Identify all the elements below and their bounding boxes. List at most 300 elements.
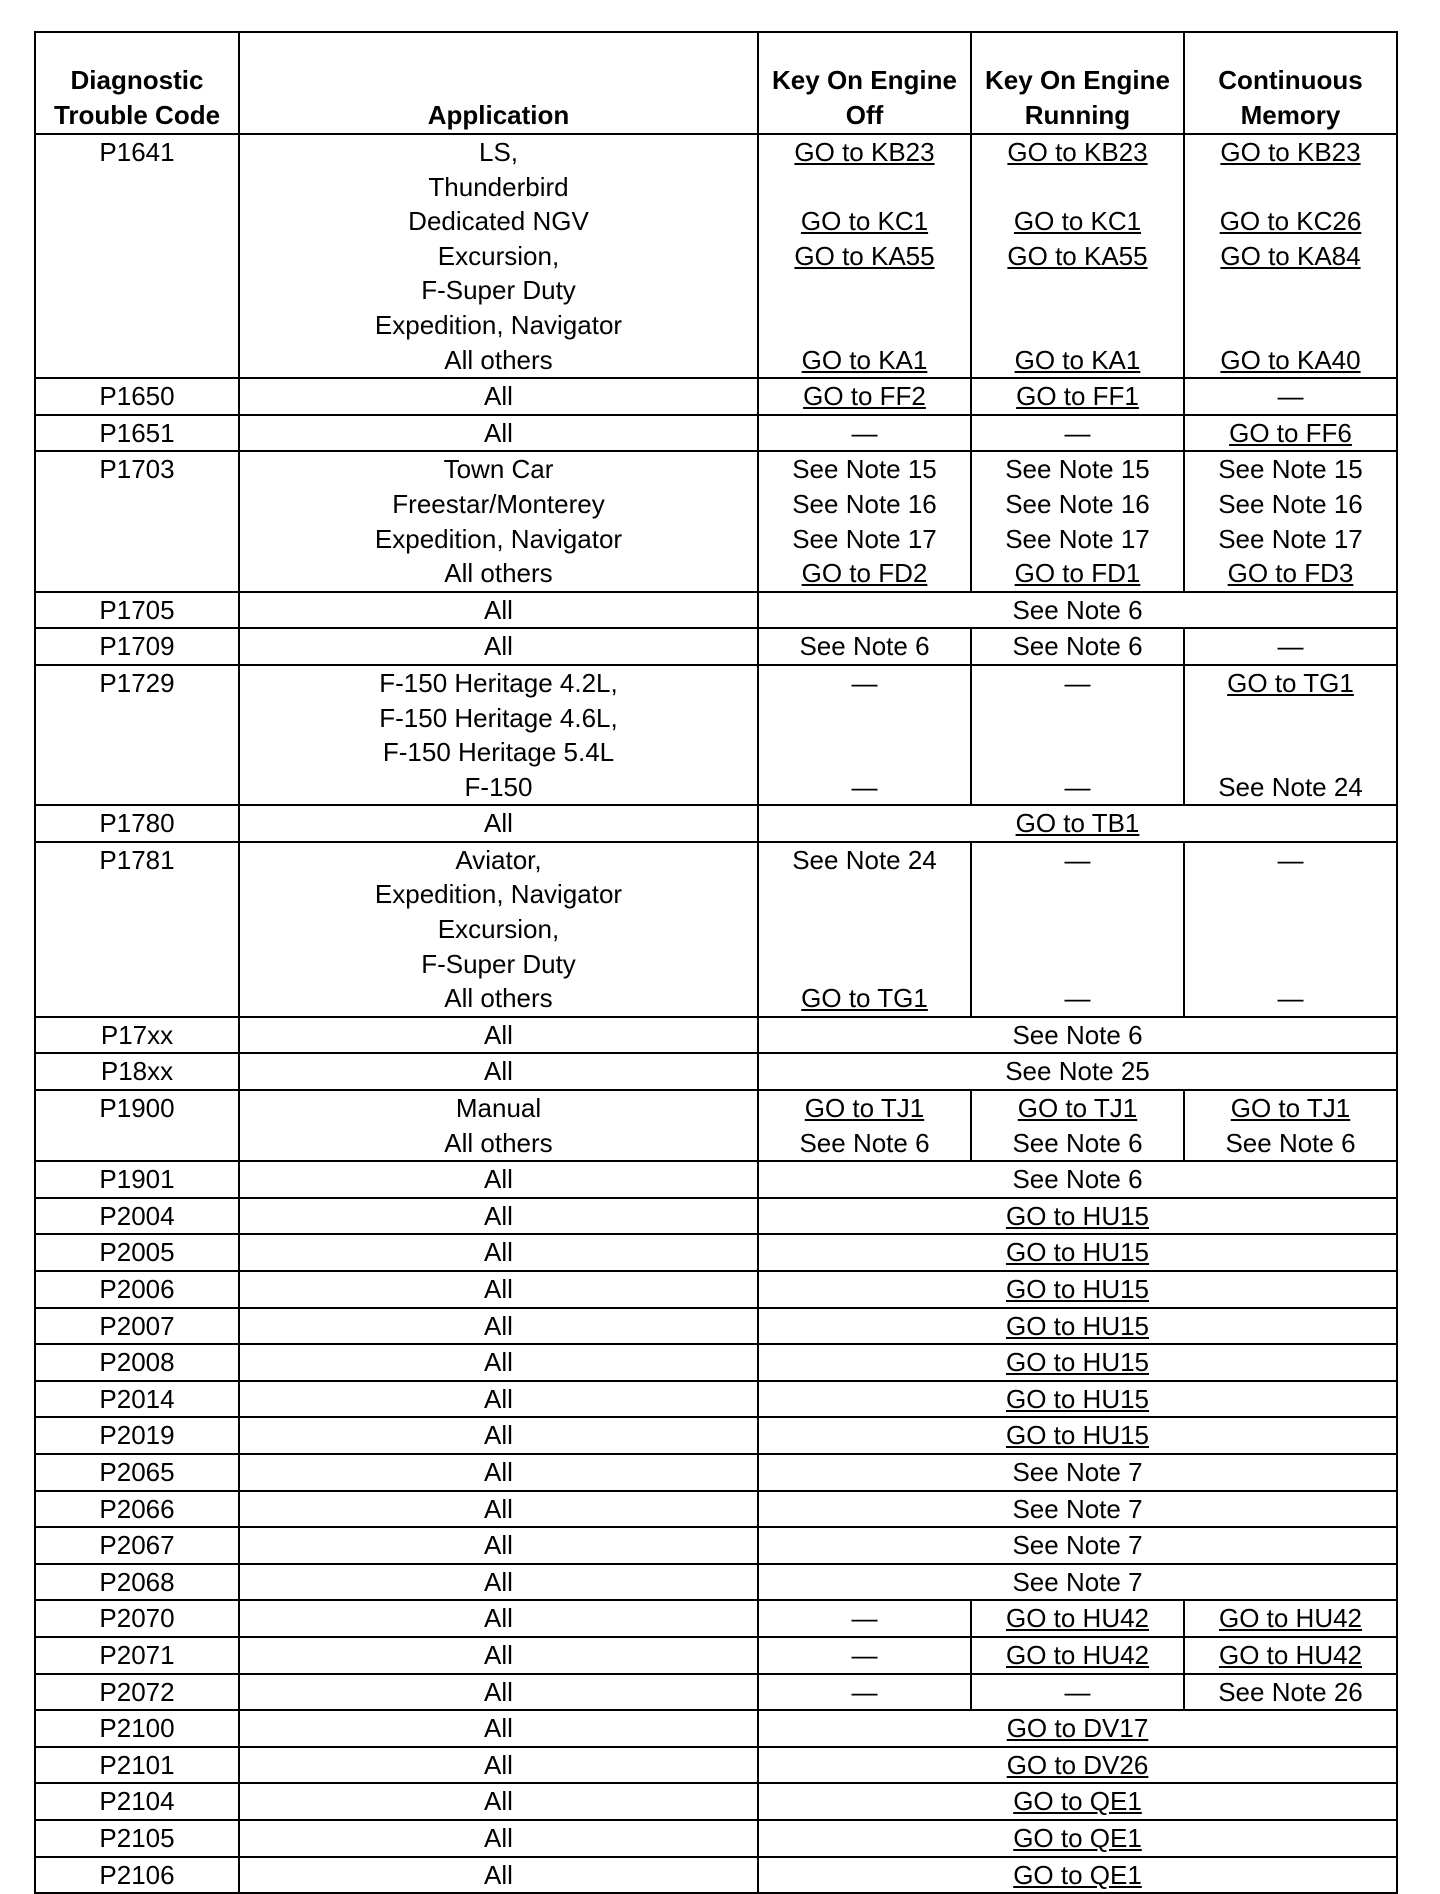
application-cell-line: Town Car (443, 454, 554, 485)
dtc-cell (35, 1381, 239, 1418)
koer-cell (971, 842, 1184, 1017)
dtc-code: P1901 (99, 1164, 175, 1195)
cm-cell-line: — (1277, 844, 1304, 875)
table-row (35, 665, 1397, 805)
koeo-cell-line[interactable]: GO to FD2 (801, 558, 928, 589)
action-cell-line[interactable]: GO to DV26 (1006, 1749, 1149, 1780)
application-cell-line: All (484, 1639, 513, 1670)
application-cell-line: Aviator, (455, 844, 542, 875)
cm-cell (1184, 378, 1397, 415)
cm-cell-line[interactable]: GO to TJ1 (1230, 1093, 1351, 1124)
cm-cell-line[interactable]: GO to HU42 (1218, 1603, 1363, 1634)
koeo-cell (758, 1090, 971, 1161)
application-cell-line: All (484, 1383, 513, 1414)
application-cell-line: F-150 Heritage 4.6L, (379, 702, 618, 733)
koeo-cell-line (759, 947, 970, 982)
application-cell-line: All (484, 1164, 513, 1195)
action-cell (758, 1271, 1397, 1308)
action-cell-line[interactable]: GO to TB1 (1015, 808, 1140, 839)
application-cell-line: All (484, 1310, 513, 1341)
koeo-cell-line: — (851, 1639, 878, 1670)
koeo-cell-line: See Note 24 (792, 844, 937, 875)
koer-cell-line: See Note 17 (1005, 523, 1150, 554)
table-row (35, 1747, 1397, 1784)
dtc-code: P1651 (99, 417, 175, 448)
application-cell-line: F-Super Duty (421, 275, 576, 306)
application-cell-line: Freestar/Monterey (392, 488, 605, 519)
application-cell-line: F-150 Heritage 5.4L (382, 737, 615, 768)
koeo-cell (758, 842, 971, 1017)
koer-cell-line[interactable]: GO to FF1 (1016, 381, 1139, 412)
dtc-cell (35, 805, 239, 842)
table-row (35, 1710, 1397, 1747)
koeo-cell (758, 1674, 971, 1711)
koer-cell-line[interactable]: GO to KA55 (1007, 240, 1148, 271)
table-header (35, 32, 1397, 134)
action-cell (758, 1747, 1397, 1784)
dtc-code: P2070 (99, 1603, 175, 1634)
koeo-cell-line (759, 308, 970, 343)
application-cell-line: All (484, 417, 513, 448)
application-cell (239, 1820, 758, 1857)
action-cell-line[interactable]: GO to QE1 (1013, 1859, 1142, 1890)
koeo-cell-line: See Note 16 (792, 488, 937, 519)
koer-cell-line[interactable]: GO to HU42 (1005, 1603, 1150, 1634)
table-row (35, 1344, 1397, 1381)
dtc-cell (35, 1308, 239, 1345)
dtc-cell (35, 1674, 239, 1711)
koer-cell-line (972, 701, 1183, 736)
koeo-cell (758, 134, 971, 378)
koeo-cell-line (759, 735, 970, 770)
table-row (35, 1161, 1397, 1198)
cm-cell-line[interactable]: GO to KA84 (1220, 240, 1361, 271)
application-cell-line: Excursion, (437, 240, 560, 271)
cm-cell-line: See Note 15 (1218, 454, 1363, 485)
cm-cell-line (1185, 701, 1396, 736)
header-dtc-line2: Trouble Code (53, 100, 221, 130)
application-cell-line: Expedition, Navigator (374, 309, 623, 340)
cm-cell-line: — (1277, 983, 1304, 1014)
koeo-cell (758, 378, 971, 415)
koer-cell (971, 451, 1184, 591)
action-cell (758, 1417, 1397, 1454)
action-cell (758, 805, 1397, 842)
application-cell-line: All others (444, 558, 553, 589)
header-application-line1: Application (427, 100, 570, 130)
application-cell-line: All (484, 1859, 513, 1890)
dtc-cell (35, 451, 239, 591)
application-cell-line: All (484, 1019, 513, 1050)
table-row (35, 842, 1397, 1017)
application-cell-line: Dedicated NGV (408, 206, 589, 237)
koeo-cell-line: — (851, 1603, 878, 1634)
table-row (35, 1491, 1397, 1528)
dtc-cell (35, 1637, 239, 1674)
koer-cell-line[interactable]: GO to KC1 (1013, 206, 1142, 237)
cm-cell-line[interactable]: GO to KB23 (1220, 137, 1361, 167)
cm-cell (1184, 415, 1397, 452)
action-cell (758, 1017, 1397, 1054)
koer-cell-line: — (1064, 417, 1091, 448)
application-cell (239, 415, 758, 452)
application-cell (239, 1710, 758, 1747)
dtc-cell (35, 1017, 239, 1054)
application-cell (239, 378, 758, 415)
dtc-cell (35, 415, 239, 452)
koeo-cell-line: — (851, 1676, 878, 1707)
koeo-cell-line[interactable]: GO to KA55 (794, 240, 935, 271)
table-row (35, 1820, 1397, 1857)
application-cell (239, 665, 758, 805)
header-koer-line2: Running (1024, 100, 1131, 130)
cm-cell-line: See Note 17 (1218, 523, 1363, 554)
application-cell-line: All (484, 1420, 513, 1451)
application-cell (239, 1857, 758, 1894)
dtc-code: P2100 (99, 1713, 175, 1744)
cm-cell-line[interactable]: GO to KA40 (1220, 344, 1361, 375)
koer-cell (971, 1600, 1184, 1637)
koer-cell-line: See Note 6 (1012, 631, 1143, 662)
dtc-code: P2106 (99, 1859, 175, 1890)
koeo-cell-line[interactable]: GO to KB23 (794, 137, 935, 167)
table-row (35, 1417, 1397, 1454)
application-cell-line: All (484, 1456, 513, 1487)
action-cell (758, 1234, 1397, 1271)
application-cell (239, 1053, 758, 1090)
action-cell (758, 1161, 1397, 1198)
cm-cell-line: — (1277, 381, 1304, 412)
dtc-code: P2007 (99, 1310, 175, 1341)
dtc-cell (35, 592, 239, 629)
dtc-cell (35, 378, 239, 415)
cm-cell-line[interactable]: GO to TG1 (1227, 667, 1354, 698)
application-cell-line: Manual (455, 1093, 542, 1124)
cm-cell (1184, 1674, 1397, 1711)
cm-cell-line[interactable]: GO to HU42 (1218, 1639, 1363, 1670)
application-cell (239, 805, 758, 842)
dtc-cell (35, 1344, 239, 1381)
dtc-code: P2019 (99, 1420, 175, 1451)
dtc-code: P2068 (99, 1566, 175, 1597)
cm-cell-line (1185, 912, 1396, 947)
dtc-code: P1705 (99, 594, 175, 625)
table-row (35, 1527, 1397, 1564)
application-cell (239, 1308, 758, 1345)
table-row (35, 628, 1397, 665)
application-cell-line: All others (444, 1127, 553, 1158)
cm-cell-line (1185, 170, 1396, 205)
action-cell (758, 1783, 1397, 1820)
application-cell (239, 592, 758, 629)
dtc-code: P1900 (99, 1093, 175, 1124)
table-row (35, 1053, 1397, 1090)
application-cell-line: All (484, 381, 513, 412)
table-row (35, 378, 1397, 415)
application-cell-line: Excursion, (437, 914, 560, 945)
action-cell (758, 1857, 1397, 1894)
dtc-cell (35, 628, 239, 665)
application-cell-line: All (484, 1822, 513, 1853)
application-cell-line: All (484, 1347, 513, 1378)
application-cell-line: Expedition, Navigator (374, 523, 623, 554)
action-cell-line[interactable]: GO to HU15 (1005, 1200, 1150, 1231)
dtc-code: P1641 (99, 137, 175, 167)
cm-cell (1184, 1090, 1397, 1161)
koeo-cell-line: See Note 6 (799, 1127, 930, 1158)
koer-cell (971, 665, 1184, 805)
koer-cell-line[interactable]: GO to KB23 (1007, 137, 1148, 167)
header-koeo-line1: Key On Engine (772, 65, 957, 95)
header-row (35, 32, 1397, 134)
application-cell (239, 1017, 758, 1054)
header-koeo (758, 32, 971, 134)
application-cell-line: All others (444, 344, 553, 375)
table-row (35, 1198, 1397, 1235)
cm-cell (1184, 842, 1397, 1017)
action-cell (758, 1344, 1397, 1381)
action-cell (758, 1491, 1397, 1528)
header-cm (1184, 32, 1397, 134)
application-cell (239, 842, 758, 1017)
cm-cell (1184, 628, 1397, 665)
dtc-cell (35, 1820, 239, 1857)
header-koer-line1: Key On Engine (985, 65, 1170, 95)
koer-cell (971, 415, 1184, 452)
action-cell-line[interactable]: GO to HU15 (1005, 1237, 1150, 1268)
application-cell-line: All (484, 1056, 513, 1087)
koer-cell (971, 1090, 1184, 1161)
action-cell-line[interactable]: GO to HU15 (1005, 1347, 1150, 1378)
header-dtc-line1: Diagnostic (70, 65, 204, 95)
dtc-cell (35, 1600, 239, 1637)
cm-cell-line (1185, 877, 1396, 912)
table-row (35, 592, 1397, 629)
cm-cell-line (1185, 273, 1396, 308)
application-cell (239, 1600, 758, 1637)
koeo-cell-line[interactable]: GO to TG1 (801, 983, 928, 1014)
application-cell-line: All (484, 1237, 513, 1268)
application-cell (239, 1564, 758, 1601)
action-cell-line: See Note 7 (1012, 1566, 1143, 1597)
dtc-cell (35, 1564, 239, 1601)
action-cell (758, 1308, 1397, 1345)
application-cell (239, 1090, 758, 1161)
koeo-cell-line[interactable]: GO to KC1 (800, 206, 929, 237)
dtc-cell (35, 842, 239, 1017)
table-row (35, 1637, 1397, 1674)
action-cell-line: See Note 25 (1005, 1056, 1150, 1087)
table-row (35, 1271, 1397, 1308)
action-cell-line[interactable]: GO to HU15 (1005, 1420, 1150, 1451)
cm-cell-line (1185, 947, 1396, 982)
action-cell (758, 1454, 1397, 1491)
dtc-code: P2014 (99, 1383, 175, 1414)
koer-cell-line (972, 912, 1183, 947)
dtc-code: P17xx (100, 1019, 174, 1050)
application-cell-line: All others (444, 983, 553, 1014)
koeo-cell-line: — (851, 667, 878, 698)
dtc-code: P2105 (99, 1822, 175, 1853)
dtc-code: P2008 (99, 1347, 175, 1378)
application-cell (239, 1381, 758, 1418)
koeo-cell-line (759, 273, 970, 308)
dtc-table (34, 31, 1398, 1894)
cm-cell-line[interactable]: GO to FF6 (1229, 417, 1352, 448)
action-cell-line: See Note 7 (1012, 1530, 1143, 1561)
application-cell-line: All (484, 1530, 513, 1561)
dtc-code: P1781 (99, 844, 175, 875)
koer-cell-line (972, 170, 1183, 205)
action-cell-line[interactable]: GO to QE1 (1013, 1786, 1142, 1817)
application-cell-line: All (484, 594, 513, 625)
koer-cell (971, 1637, 1184, 1674)
dtc-code: P2072 (99, 1676, 175, 1707)
dtc-cell (35, 1527, 239, 1564)
koeo-cell-line: See Note 17 (792, 523, 937, 554)
dtc-code: P2006 (99, 1274, 175, 1304)
cm-cell-line[interactable]: GO to FD3 (1227, 558, 1354, 589)
application-cell-line: Expedition, Navigator (374, 879, 623, 910)
koer-cell-line: See Note 6 (1012, 1127, 1143, 1158)
koeo-cell-line (759, 912, 970, 947)
koer-cell-line[interactable]: GO to KA1 (1014, 344, 1141, 375)
koeo-cell-line[interactable]: GO to TJ1 (804, 1093, 925, 1124)
cm-cell-line: See Note 24 (1218, 771, 1363, 802)
dtc-code: P2104 (99, 1786, 175, 1817)
application-cell (239, 1234, 758, 1271)
koer-cell-line[interactable]: GO to HU42 (1005, 1639, 1150, 1670)
dtc-code: P2071 (99, 1639, 175, 1670)
table-row (35, 1090, 1397, 1161)
action-cell-line[interactable]: GO to HU15 (1005, 1383, 1150, 1414)
application-cell (239, 1417, 758, 1454)
application-cell-line: All (484, 1786, 513, 1817)
application-cell-line: LS, (478, 137, 519, 167)
koer-cell-line (972, 273, 1183, 308)
table-row (35, 134, 1397, 378)
application-cell-line: All (484, 1274, 513, 1304)
header-dtc (35, 32, 239, 134)
dtc-code: P1650 (99, 381, 175, 412)
action-cell-line[interactable]: GO to QE1 (1013, 1822, 1142, 1853)
koeo-cell-line[interactable]: GO to FF2 (803, 381, 926, 412)
dtc-cell (35, 1454, 239, 1491)
application-cell (239, 1271, 758, 1308)
dtc-code: P2065 (99, 1456, 175, 1487)
application-cell (239, 1783, 758, 1820)
action-cell (758, 1198, 1397, 1235)
dtc-cell (35, 1710, 239, 1747)
koer-cell (971, 628, 1184, 665)
koeo-cell (758, 451, 971, 591)
dtc-cell (35, 665, 239, 805)
header-koer (971, 32, 1184, 134)
table-row (35, 451, 1397, 591)
dtc-cell (35, 1090, 239, 1161)
action-cell (758, 1053, 1397, 1090)
application-cell (239, 1527, 758, 1564)
cm-cell (1184, 134, 1397, 378)
application-cell-line: Thunderbird (428, 171, 569, 202)
dtc-cell (35, 1747, 239, 1784)
table-row (35, 1674, 1397, 1711)
koeo-cell-line[interactable]: GO to KA1 (801, 344, 928, 375)
dtc-cell (35, 1857, 239, 1894)
application-cell-line: All (484, 1566, 513, 1597)
action-cell (758, 1564, 1397, 1601)
application-cell (239, 628, 758, 665)
dtc-code: P2067 (99, 1530, 175, 1561)
dtc-code: P1780 (99, 808, 175, 839)
koeo-cell (758, 415, 971, 452)
application-cell (239, 1491, 758, 1528)
table-body (35, 134, 1397, 1893)
cm-cell-line[interactable]: GO to KC26 (1219, 206, 1362, 237)
application-cell-line: F-Super Duty (421, 948, 576, 979)
koer-cell-line[interactable]: GO to FD1 (1014, 558, 1141, 589)
application-cell (239, 1747, 758, 1784)
action-cell-line[interactable]: GO to HU15 (1005, 1310, 1150, 1341)
action-cell (758, 1710, 1397, 1747)
table-row (35, 1454, 1397, 1491)
koeo-cell (758, 1637, 971, 1674)
table-row (35, 1600, 1397, 1637)
koer-cell-line: — (1064, 1676, 1091, 1707)
dtc-cell (35, 1198, 239, 1235)
action-cell-line: See Note 6 (1012, 1164, 1143, 1195)
koer-cell-line (972, 735, 1183, 770)
dtc-cell (35, 1491, 239, 1528)
application-cell-line: All (484, 1749, 513, 1780)
application-cell-line: All (484, 1603, 513, 1634)
koer-cell (971, 134, 1184, 378)
koeo-cell-line: See Note 15 (792, 454, 937, 485)
koeo-cell-line: — (851, 771, 878, 802)
koer-cell (971, 378, 1184, 415)
application-cell (239, 1344, 758, 1381)
action-cell-line[interactable]: GO to HU15 (1005, 1274, 1150, 1304)
dtc-cell (35, 1161, 239, 1198)
header-application (239, 32, 758, 134)
action-cell-line[interactable]: GO to DV17 (1006, 1713, 1149, 1744)
cm-cell-line: See Note 26 (1218, 1676, 1363, 1707)
dtc-cell (35, 134, 239, 378)
application-cell-line: All (484, 1676, 513, 1707)
dtc-code: P1709 (99, 631, 175, 662)
koer-cell (971, 1674, 1184, 1711)
dtc-cell (35, 1783, 239, 1820)
dtc-code: P1729 (99, 667, 175, 698)
cm-cell (1184, 665, 1397, 805)
application-cell (239, 1454, 758, 1491)
dtc-cell (35, 1417, 239, 1454)
table-row (35, 1234, 1397, 1271)
koeo-cell-line: See Note 6 (799, 631, 930, 662)
koeo-cell-line (759, 877, 970, 912)
dtc-code: P2066 (99, 1493, 175, 1524)
dtc-cell (35, 1053, 239, 1090)
action-cell-line: See Note 6 (1012, 1019, 1143, 1050)
koeo-cell (758, 665, 971, 805)
application-cell-line: All (484, 1713, 513, 1744)
action-cell (758, 1527, 1397, 1564)
application-cell-line: F-150 Heritage 4.2L, (379, 667, 618, 698)
koer-cell-line (972, 947, 1183, 982)
application-cell (239, 1198, 758, 1235)
koer-cell-line[interactable]: GO to TJ1 (1017, 1093, 1138, 1124)
koeo-cell-line (759, 170, 970, 205)
